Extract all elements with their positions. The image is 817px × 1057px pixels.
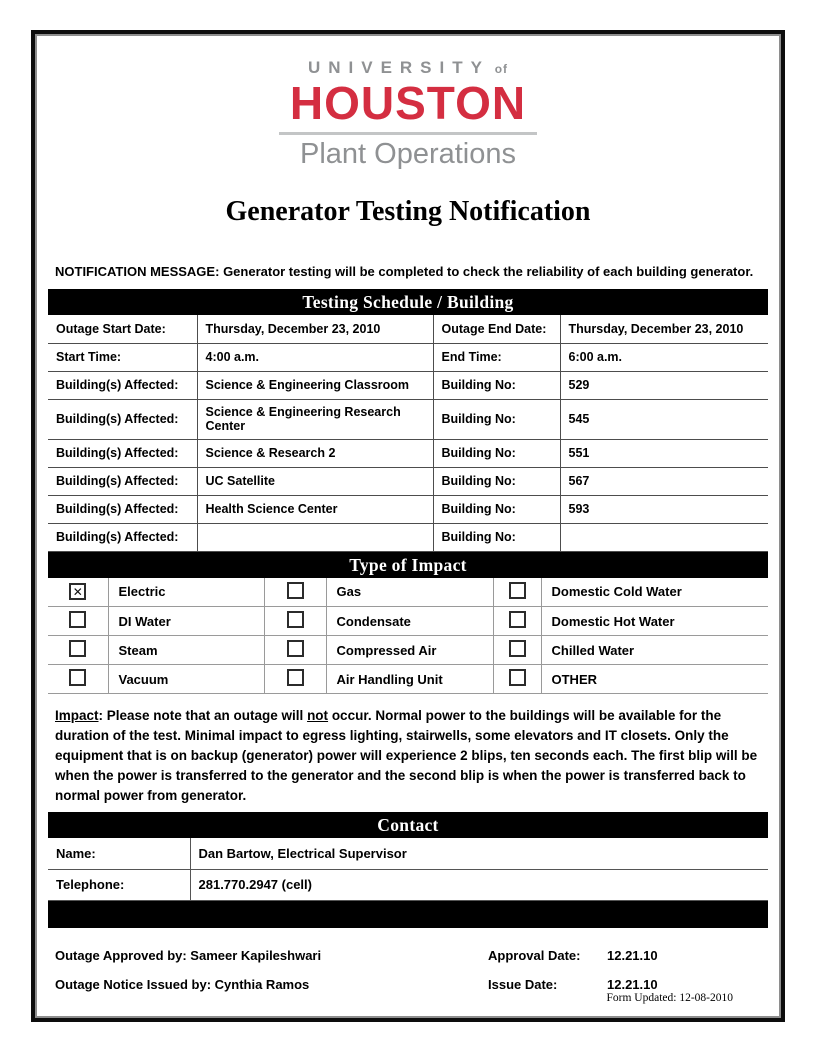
building-affected-value: Science & Research 2 (197, 439, 433, 467)
impact-label-steam: Steam (108, 636, 264, 665)
building-no-value: 529 (560, 371, 768, 399)
impact-label-vacuum: Vacuum (108, 665, 264, 694)
page-border (31, 30, 785, 1022)
checkbox-cell (493, 665, 541, 694)
building-no-label: Building No: (433, 399, 560, 439)
building-affected-value (197, 523, 433, 551)
impact-label-di-water: DI Water (108, 607, 264, 636)
divider-bar (48, 901, 768, 928)
page (35, 34, 781, 1018)
outage-end-date-value: Thursday, December 23, 2010 (560, 315, 768, 343)
building-no-label: Building No: (433, 439, 560, 467)
table-row (48, 838, 768, 869)
impact-label-gas: Gas (326, 578, 493, 607)
checkbox-other[interactable] (509, 669, 526, 686)
checkbox-domestic-cold-water[interactable] (509, 582, 526, 599)
checkbox-cell (493, 636, 541, 665)
notification-message (55, 264, 761, 280)
checkbox-cell (264, 607, 326, 636)
table-row (48, 578, 768, 607)
section-header-type-of-impact: Type of Impact (48, 552, 768, 578)
building-no-value: 593 (560, 495, 768, 523)
building-affected-label: Building(s) Affected: (48, 439, 197, 467)
building-affected-label: Building(s) Affected: (48, 467, 197, 495)
table-row (48, 495, 768, 523)
outage-start-date-value: Thursday, December 23, 2010 (197, 315, 433, 343)
approval-footer (48, 941, 768, 999)
type-of-impact-table (48, 578, 768, 695)
checkbox-gas[interactable] (287, 582, 304, 599)
checkbox-cell (493, 607, 541, 636)
checkbox-cell (264, 578, 326, 607)
outage-approved-by: Outage Approved by: Sameer Kapileshwari (55, 947, 322, 963)
impact-text-2: occur. Normal power to the buildings will be available for the duration of the test. Minimal impact to egress lighting, stairwells, some elevators and IT closets. Only the equipment that is on backup (generator) power will experience 2 blips, ten seconds each. The first blip will be when the power is transferred to the generator and the second blip is when the power is transferred back to normal power from generator. (55, 708, 758, 803)
contact-telephone-value: 281.770.2947 (cell) (190, 869, 768, 900)
impact-label-domestic-cold-water: Domestic Cold Water (541, 578, 768, 607)
page-title: Generator Testing Notification (225, 196, 591, 227)
building-affected-label: Building(s) Affected: (48, 399, 197, 439)
approval-date-label: Approval Date: (488, 947, 581, 963)
form-updated-note: Form Updated: 12-08-2010 (606, 992, 733, 1004)
approval-date-value: 12.21.10 (607, 947, 658, 963)
impact-label-electric: Electric (108, 578, 264, 607)
table-row (48, 869, 768, 900)
impact-label-air-handling-unit: Air Handling Unit (326, 665, 493, 694)
table-row (48, 439, 768, 467)
table-row (48, 467, 768, 495)
checkbox-domestic-hot-water[interactable] (509, 611, 526, 628)
issue-date-value: 12.21.10 (607, 976, 658, 992)
checkbox-cell (264, 665, 326, 694)
checkbox-vacuum[interactable] (69, 669, 86, 686)
uh-logo (48, 58, 768, 169)
logo-university-text: UNIVERSITY (307, 58, 490, 77)
impact-label-compressed-air: Compressed Air (326, 636, 493, 665)
contact-name-value: Dan Bartow, Electrical Supervisor (190, 838, 768, 869)
logo-of-text: of (494, 62, 509, 76)
section-header-contact: Contact (48, 812, 768, 838)
contact-name-label: Name: (48, 838, 190, 869)
table-row (48, 636, 768, 665)
building-affected-value: UC Satellite (197, 467, 433, 495)
building-affected-value: Science & Engineering Research Center (197, 399, 433, 439)
checkbox-cell (48, 665, 108, 694)
impact-word: Impact (55, 708, 99, 723)
impact-text-1: : Please note that an outage will (98, 708, 308, 723)
building-no-label: Building No: (433, 467, 560, 495)
building-no-label: Building No: (433, 523, 560, 551)
impact-label-condensate: Condensate (326, 607, 493, 636)
building-affected-value: Health Science Center (197, 495, 433, 523)
logo-subtitle: Plant Operations (299, 138, 516, 170)
table-row (48, 315, 768, 343)
building-affected-label: Building(s) Affected: (48, 371, 197, 399)
building-affected-label: Building(s) Affected: (48, 523, 197, 551)
section-header-testing-schedule: Testing Schedule / Building (48, 289, 768, 315)
end-time-label: End Time: (433, 343, 560, 371)
contact-table (48, 838, 768, 901)
table-row (48, 371, 768, 399)
logo-university-of (48, 58, 768, 78)
table-row (48, 523, 768, 551)
impact-label-other: OTHER (541, 665, 768, 694)
building-no-value: 545 (560, 399, 768, 439)
logo-divider (279, 132, 537, 135)
checkbox-electric[interactable]: ✕ (69, 583, 86, 600)
logo-houston-text: HOUSTON (289, 77, 527, 129)
building-no-value (560, 523, 768, 551)
impact-label-chilled-water: Chilled Water (541, 636, 768, 665)
checkbox-cell (264, 636, 326, 665)
checkbox-cell (48, 607, 108, 636)
checkbox-compressed-air[interactable] (287, 640, 304, 657)
issue-date-label: Issue Date: (488, 976, 558, 992)
checkbox-condensate[interactable] (287, 611, 304, 628)
table-row (48, 665, 768, 694)
end-time-value: 6:00 a.m. (560, 343, 768, 371)
contact-telephone-label: Telephone: (48, 869, 190, 900)
building-no-value: 567 (560, 467, 768, 495)
checkbox-steam[interactable] (69, 640, 86, 657)
checkbox-di-water[interactable] (69, 611, 86, 628)
not-word: not (307, 708, 329, 723)
building-affected-label: Building(s) Affected: (48, 495, 197, 523)
start-time-label: Start Time: (48, 343, 197, 371)
testing-schedule-table (48, 315, 768, 552)
building-affected-value: Science & Engineering Classroom (197, 371, 433, 399)
impact-note (55, 706, 761, 806)
outage-issued-by: Outage Notice Issued by: Cynthia Ramos (55, 976, 310, 992)
approval-row (48, 941, 768, 970)
outage-start-date-label: Outage Start Date: (48, 315, 197, 343)
outage-end-date-label: Outage End Date: (433, 315, 560, 343)
checkbox-air-handling-unit[interactable] (287, 669, 304, 686)
checkbox-cell (48, 578, 108, 607)
table-row (48, 399, 768, 439)
table-row (48, 343, 768, 371)
building-no-label: Building No: (433, 371, 560, 399)
checkbox-cell (48, 636, 108, 665)
checkbox-cell (493, 578, 541, 607)
start-time-value: 4:00 a.m. (197, 343, 433, 371)
building-no-value: 551 (560, 439, 768, 467)
notification-label: NOTIFICATION MESSAGE: (55, 264, 220, 279)
checkbox-chilled-water[interactable] (509, 640, 526, 657)
notification-text: Generator testing will be completed to check the reliability of each building generator. (223, 264, 754, 279)
building-no-label: Building No: (433, 495, 560, 523)
table-row (48, 607, 768, 636)
impact-label-domestic-hot-water: Domestic Hot Water (541, 607, 768, 636)
